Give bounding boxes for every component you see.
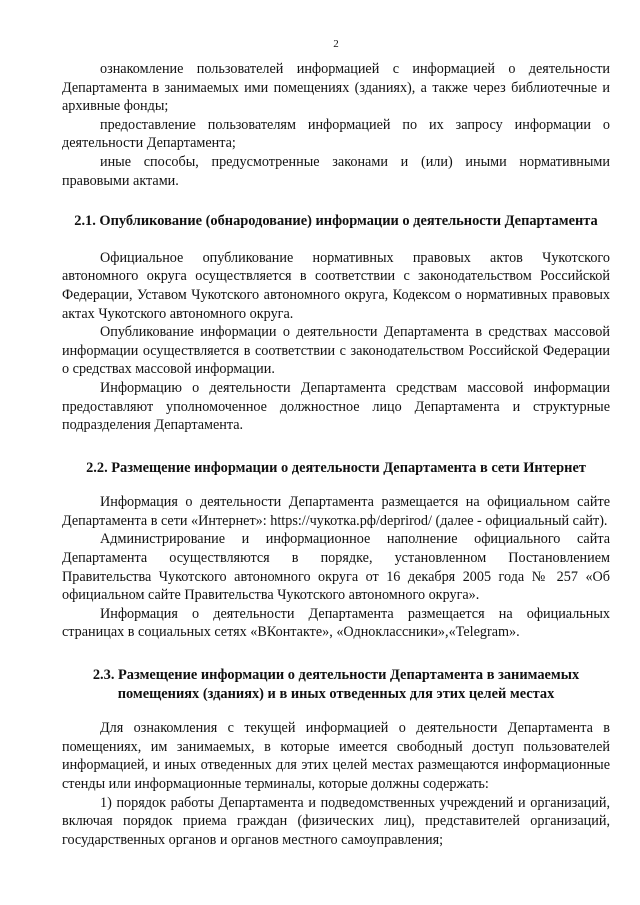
section-heading: 2.2. Размещение информации о деятельности Департамента в сети Интернет (86, 459, 586, 476)
section-paragraph: Информация о деятельности Департамента размещается на официальном сайте Департамента в сети «Интернет»: https://чукотка.рф/deprirod/ (далее - официальный сайт). (62, 494, 610, 529)
section-2-1 (62, 212, 610, 435)
section-paragraph: 1) порядок работы Департамента и подведомственных учреждений и организаций, включая порядок приема граждан (физических лиц), представителей организаций, государственных органов и органов местного самоуправления; (62, 794, 610, 848)
page-number: 2 (333, 38, 339, 50)
intro-paragraph-3: иные способы, предусмотренные законами и (или) иными нормативными правовыми актами. (62, 153, 610, 189)
section-2-2 (62, 459, 610, 642)
intro-block (62, 60, 610, 190)
section-paragraph: Официальное опубликование нормативных правовых актов Чукотского автономного округа осуществляется в соответствии с законодательством Российской Федерации, Уставом Чукотского автономного округа, Кодексом о нормативных правовых актах Чукотского автономного округа. (62, 249, 610, 322)
section-paragraph: Опубликование информации о деятельности Департамента в средствах массовой информации осуществляется в соответствии с законодательством Российской Федерации о средствах массовой информации. (62, 324, 610, 378)
section-paragraph: Администрирование и информационное наполнение официального сайта Департамента осуществляются в порядке, установленном Постановлением Правительства Чукотского автономного округа от 16 декабря 2005 года № 257 «Об официальном сайте Правительства Чукотского автономного округа». (62, 531, 610, 604)
intro-paragraph-2: предоставление пользователям информацией по их запросу информации о деятельности Департамента; (62, 116, 610, 152)
section-paragraph: Для ознакомления с текущей информацией о деятельности Департамента в помещениях, им занимаемых, в которые имеется свободный доступ пользователей информацией, и иных отведенных для этих целей местах размещаются информационные стенды или информационные терминалы, которые должны содержать: (62, 720, 610, 792)
intro-paragraph-1: ознакомление пользователей информацией с информацией о деятельности Департамента в занимаемых ими помещениях (зданиях), а также через библиотечные и архивные фонды; (62, 61, 610, 115)
section-paragraph: Информацию о деятельности Департамента средствам массовой информации предоставляют уполномоченное должностное лицо Департамента и структурные подразделения Департамента. (62, 379, 610, 434)
section-heading: 2.1. Опубликование (обнародование) информации о деятельности Департамента (74, 213, 598, 230)
section-2-3 (62, 666, 610, 849)
section-paragraph: Информация о деятельности Департамента размещается на официальных страницах в социальных сетях «ВКонтакте», «Одноклассники»,«Telegram». (62, 605, 610, 641)
section-heading: 2.3. Размещение информации о деятельности Департамента в занимаемых помещениях (зданиях) и в иных отведенных для этих целей местах (92, 667, 580, 702)
